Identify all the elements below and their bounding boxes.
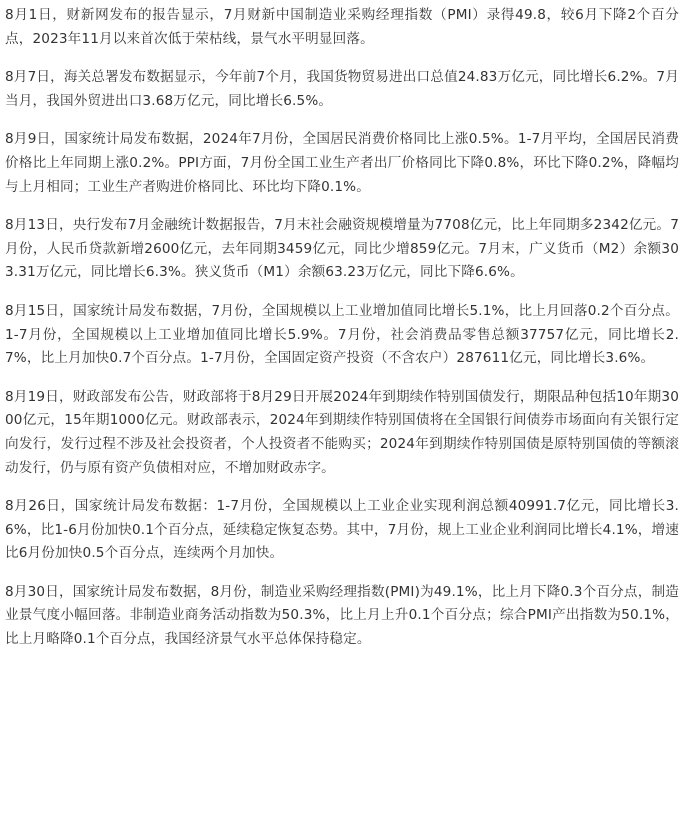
- paragraph-aug-26: 8月26日，国家统计局发布数据：1-7月份，全国规模以上工业企业实现利润总额40991.7亿元，同比增长3.6%，比1-6月份加快0.1个百分点，延续稳定恢复态势。其中，7月份，规上工业企业利润同比增长4.1%，增速比6月份加快0.5个百分点，连续两个月加快。: [5, 498, 680, 562]
- paragraph-aug-19: 8月19日，财政部发布公告，财政部将于8月29日开展2024年到期续作特别国债发行，期限品种包括10年期3000亿元，15年期1000亿元。财政部表示，2024年到期续作特别国债将在全国银行间债券市场面向有关银行定向发行，发行过程不涉及社会投资者，个人投资者不能购买；2024年到期续作特别国债是原特别国债的等额滚动发行，仍与原有资产负债相对应，不增加财政赤字。: [5, 388, 679, 476]
- paragraph-aug-01: 8月1日，财新网发布的报告显示，7月财新中国制造业采购经理指数（PMI）录得49.8，较6月下降2个百分点，2023年11月以来首次低于荣枯线，景气水平明显回落。: [5, 7, 679, 47]
- paragraph-aug-09: 8月9日，国家统计局发布数据，2024年7月份，全国居民消费价格同比上涨0.5%。1-7月平均，全国居民消费价格比上年同期上涨0.2%。PPI方面，7月份全国工业生产者出厂价格同比下降0.8%，环比下降0.2%，降幅均与上月相同；工业生产者购进价格同比、环比均下降0.1%。: [5, 131, 679, 195]
- paragraph-aug-07: 8月7日，海关总署发布数据显示，今年前7个月，我国货物贸易进出口总值24.83万亿元，同比增长6.2%。7月当月，我国外贸进出口3.68万亿元，同比增长6.5%。: [5, 69, 679, 109]
- paragraph-aug-13: 8月13日，央行发布7月金融统计数据报告，7月末社会融资规模增量为7708亿元，比上年同期多2342亿元。7月份，人民币贷款新增2600亿元，去年同期3459亿元，同比少增859亿元。7月末，广义货币（M2）余额303.31万亿元，同比增长6.3%。狭义货币（M1）余额63.23万亿元，同比下降6.6%。: [5, 217, 679, 281]
- paragraph-aug-30: 8月30日，国家统计局发布数据，8月份，制造业采购经理指数(PMI)为49.1%，比上月下降0.3个百分点，制造业景气度小幅回落。非制造业商务活动指数为50.3%，比上月上升0.1个百分点；综合PMI产出指数为50.1%，比上月略降0.1个百分点，我国经济景气水平总体保持稳定。: [5, 583, 679, 648]
- paragraph-aug-15: 8月15日，国家统计局发布数据，7月份，全国规模以上工业增加值同比增长5.1%，比上月回落0.2个百分点。1-7月份，全国规模以上工业增加值同比增长5.9%。7月份，社会消费品零售总额37757亿元，同比增长2.7%，比上月加快0.7个百分点。1-7月份，全国固定资产投资（不含农户）287611亿元，同比增长3.6%。: [5, 302, 679, 367]
